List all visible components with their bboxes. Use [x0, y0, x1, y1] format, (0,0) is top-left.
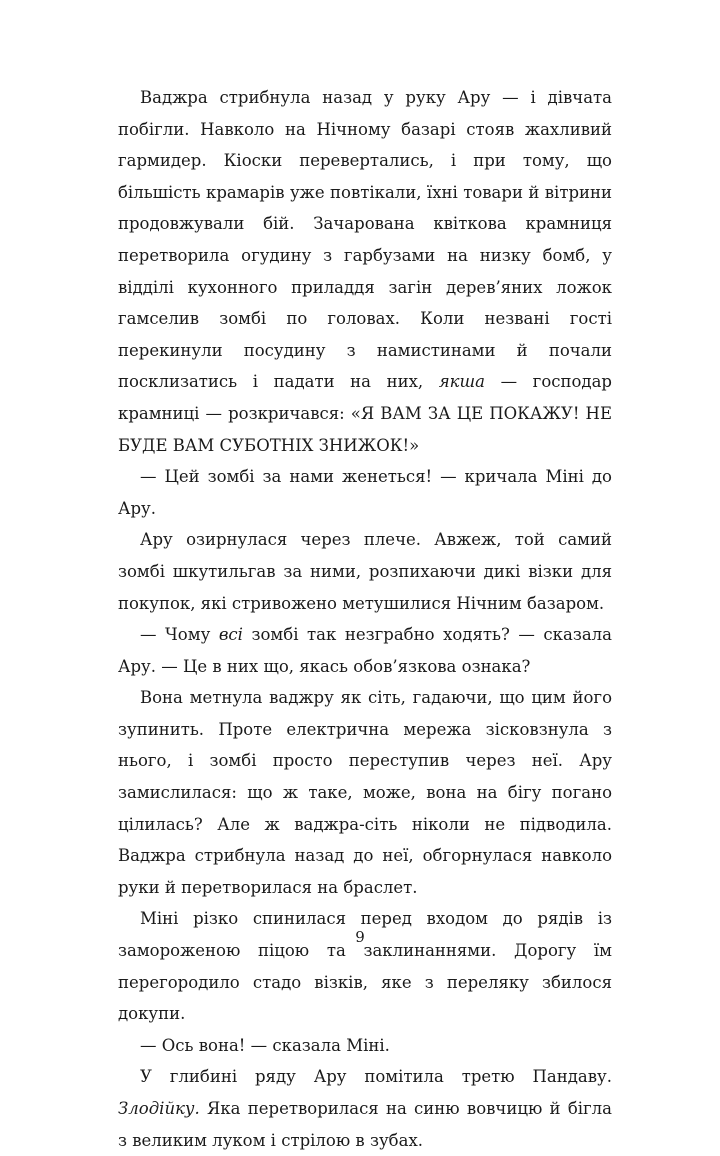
text-run: Ару озирнулася через плече. Авжеж, той самий зомбі шкутильгав за ними, розпихаючи дикі візки для покупок, які стривожено метушилися Нічним базаром. [118, 530, 612, 613]
text-run: У глибині ряду Ару помітила третю Пандаву. [140, 1067, 612, 1087]
paragraph [118, 1061, 612, 1156]
text-run: Яка перетворилася на синю вовчицю й бігла з великим луком і стрілою в зубах. [118, 1099, 612, 1150]
text-run: зомбі так незграбно ходять? — сказала Ару. — Це в них що, якась обов’язкова ознака? [118, 625, 612, 676]
paragraph [118, 524, 612, 619]
page-number: 9 [355, 928, 365, 946]
paragraph [118, 461, 612, 524]
text-run: — Ось вона! — сказала Міні. [140, 1035, 390, 1055]
italic-text: якша [438, 372, 485, 392]
paragraph [118, 682, 612, 903]
text-run: — Цей зомбі за нами женеться! — кричала Міні до Ару. [118, 467, 612, 518]
text-run: Міні різко спинилася перед входом до рядів із замороженою піцою та заклинаннями. Дорогу їм перегородило стадо візків, яке з переляку збилося докупи. [118, 909, 612, 1024]
paragraph [118, 1030, 612, 1062]
italic-text: Злодійку. [118, 1099, 200, 1118]
text-run: Вона метнула ваджру як сіть, гадаючи, що цим його зупинить. Проте електрична мережа зісковзнула з нього, і зомбі просто переступив через неї. Ару замислилася: що ж таке, може, вона на бігу погано цілилась? Але ж ваджра-сіть ніколи не підводила. Ваджра стрибнула назад до неї, обгорнулася навколо руки й перетворилася на браслет. [118, 688, 612, 897]
text-run: Ваджра стрибнула назад у руку Ару — і дівчата побігли. Навколо на Нічному базарі стояв жахливий гармидер. Кіоски перевертались, і при тому, що більшість крамарів уже повтікали, їхні товари й вітрини продовжували бій. Зачарована квіткова крамниця перетворила огудину з гарбузами на низку бомб, у відділі кухонного приладдя загін дерев’яних ложок гамселив зомбі по головах. Коли незвані гості перекинули посудину з намистинами й почали посклизатись і падати на них, [118, 88, 612, 392]
text-run: — господар крамниці — розкричався: «Я ВАМ ЗА ЦЕ ПОКАЖУ! НЕ БУДЕ ВАМ СУБОТНІХ ЗНИЖОК!» [118, 372, 612, 455]
paragraph [118, 903, 612, 1029]
body-text [118, 82, 612, 1156]
text-run: — Чому [140, 625, 219, 645]
paragraph [118, 82, 612, 461]
paragraph [118, 619, 612, 682]
italic-text: всі [218, 625, 243, 645]
